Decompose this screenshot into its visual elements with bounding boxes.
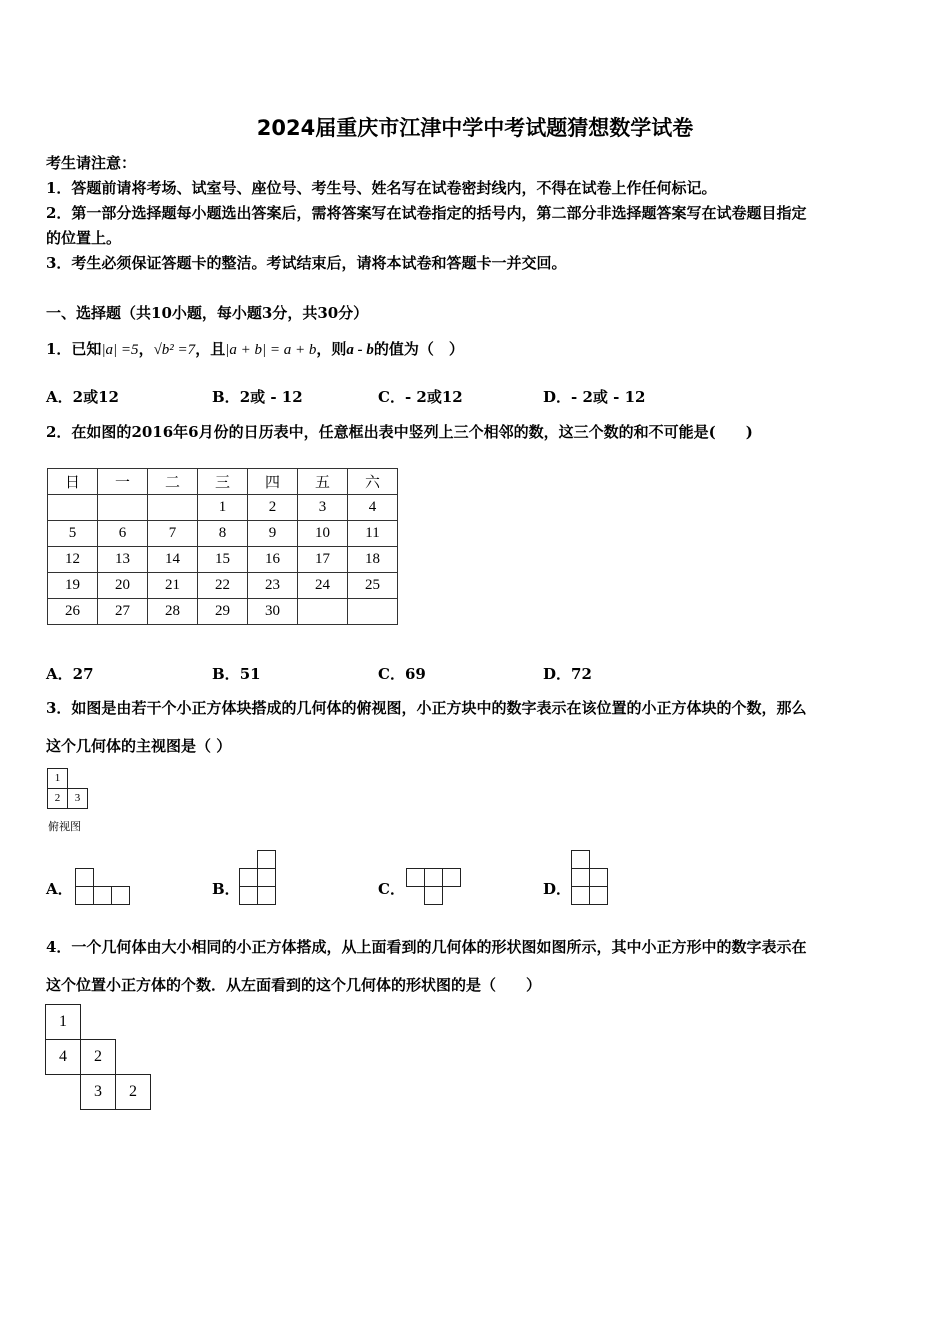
calendar-cell: 3 bbox=[298, 495, 348, 521]
calendar-cell: 11 bbox=[348, 521, 398, 547]
q1-sep2: ，且 bbox=[195, 340, 226, 358]
calendar-cell: 1 bbox=[198, 495, 248, 521]
calendar-header: 六 bbox=[348, 469, 398, 495]
question-3-line1: 3．如图是由若干个小正方体块搭成的几何体的俯视图，小正方块中的数字表示在该位置的小正方体块的个数，那么 bbox=[46, 699, 807, 717]
notice-item-2: 2．第一部分选择题每小题选出答案后，需将答案写在试卷指定的括号内，第二部分非选择题答案写在试卷题目指定 bbox=[46, 204, 807, 222]
calendar-cell: 15 bbox=[198, 547, 248, 573]
calendar-cell: 17 bbox=[298, 547, 348, 573]
q1-suffix: 的值为（ ） bbox=[373, 340, 464, 358]
top-view-caption: 俯视图 bbox=[48, 820, 81, 833]
notice-item-1: 1．答题前请将考场、试室号、座位号、考生号、姓名写在试卷密封线内，不得在试卷上作任何标记。 bbox=[46, 179, 717, 197]
q1-sep1: ， bbox=[138, 340, 154, 358]
calendar-cell: 23 bbox=[248, 573, 298, 599]
top-view-cell: 1 bbox=[47, 768, 68, 789]
q1-option-c[interactable]: C．- 2或12 bbox=[378, 388, 463, 406]
notice-header: 考生请注意： bbox=[46, 154, 137, 172]
page-title: 2024届重庆市江津中学中考试题猜想数学试卷 bbox=[256, 116, 694, 140]
q1-sqrt-b2: √b² =7 bbox=[153, 342, 196, 358]
q4-cell: 4 bbox=[45, 1039, 81, 1075]
q2-option-c[interactable]: C．69 bbox=[378, 665, 426, 683]
q3-option-b-label[interactable]: B． bbox=[212, 880, 240, 898]
calendar-cell: 30 bbox=[248, 599, 298, 625]
calendar-header: 日 bbox=[48, 469, 98, 495]
q3-option-c-label[interactable]: C． bbox=[378, 880, 405, 898]
calendar-cell: 9 bbox=[248, 521, 298, 547]
q1-abs-a: |a| =5 bbox=[101, 342, 139, 358]
calendar-header: 一 bbox=[98, 469, 148, 495]
q1-option-d[interactable]: D．- 2或 - 12 bbox=[543, 388, 646, 406]
calendar-header: 四 bbox=[248, 469, 298, 495]
calendar-cell: 25 bbox=[348, 573, 398, 599]
calendar-cell: 7 bbox=[148, 521, 198, 547]
q4-cell: 2 bbox=[115, 1074, 151, 1110]
q4-cell: 1 bbox=[45, 1004, 81, 1040]
calendar-row bbox=[48, 599, 398, 625]
calendar-row bbox=[48, 521, 398, 547]
calendar-row bbox=[48, 547, 398, 573]
calendar-cell: 20 bbox=[98, 573, 148, 599]
calendar-cell: 18 bbox=[348, 547, 398, 573]
calendar-cell: 4 bbox=[348, 495, 398, 521]
notice-item-3: 3．考生必须保证答题卡的整洁。考试结束后，请将本试卷和答题卡一并交回。 bbox=[46, 254, 567, 272]
question-1 bbox=[46, 338, 464, 359]
calendar-cell: 12 bbox=[48, 547, 98, 573]
calendar-cell bbox=[48, 495, 98, 521]
q1-prefix: 1．已知 bbox=[46, 340, 102, 358]
notice-item-2-cont: 的位置上。 bbox=[46, 229, 122, 247]
calendar-cell: 13 bbox=[98, 547, 148, 573]
question-2: 2．在如图的2016年6月份的日历表中，任意框出表中竖列上三个相邻的数，这三个数的和不可能是( ) bbox=[46, 423, 753, 441]
calendar-cell bbox=[148, 495, 198, 521]
calendar-cell: 10 bbox=[298, 521, 348, 547]
calendar-row bbox=[48, 495, 398, 521]
calendar-cell: 8 bbox=[198, 521, 248, 547]
question-4-line2: 这个位置小正方体的个数．从左面看到的这个几何体的形状图的是（ ） bbox=[46, 976, 542, 994]
q1-abs-ab: |a + b| = a + b bbox=[225, 342, 317, 358]
calendar-cell: 28 bbox=[148, 599, 198, 625]
calendar-cell: 22 bbox=[198, 573, 248, 599]
q3-option-a-label[interactable]: A． bbox=[46, 880, 73, 898]
question-3-line2: 这个几何体的主视图是（ ） bbox=[46, 737, 232, 755]
calendar-cell: 14 bbox=[148, 547, 198, 573]
q1-expr: a - b bbox=[346, 342, 374, 358]
calendar-cell: 24 bbox=[298, 573, 348, 599]
question-4-line1: 4．一个几何体由大小相同的小正方体搭成，从上面看到的几何体的形状图如图所示，其中小正方形中的数字表示在 bbox=[46, 938, 807, 956]
q2-option-a[interactable]: A．27 bbox=[46, 665, 94, 683]
calendar-cell: 2 bbox=[248, 495, 298, 521]
q4-cell: 3 bbox=[80, 1074, 116, 1110]
calendar-cell: 6 bbox=[98, 521, 148, 547]
top-view-cell: 3 bbox=[67, 788, 88, 809]
calendar-header: 三 bbox=[198, 469, 248, 495]
q1-option-b[interactable]: B．2或 - 12 bbox=[212, 388, 303, 406]
calendar-header: 二 bbox=[148, 469, 198, 495]
q1-sep3: ，则 bbox=[316, 340, 347, 358]
calendar-table bbox=[47, 468, 398, 625]
calendar-cell: 26 bbox=[48, 599, 98, 625]
q1-option-a[interactable]: A．2或12 bbox=[46, 388, 119, 406]
q2-option-b[interactable]: B．51 bbox=[212, 665, 261, 683]
top-view-cell: 2 bbox=[47, 788, 68, 809]
calendar-cell: 29 bbox=[198, 599, 248, 625]
calendar-cell: 5 bbox=[48, 521, 98, 547]
calendar-header: 五 bbox=[298, 469, 348, 495]
calendar-cell: 19 bbox=[48, 573, 98, 599]
q2-option-d[interactable]: D．72 bbox=[543, 665, 592, 683]
calendar-cell bbox=[98, 495, 148, 521]
calendar-cell: 27 bbox=[98, 599, 148, 625]
calendar-header-row bbox=[48, 469, 398, 495]
section-heading: 一、选择题（共10小题，每小题3分，共30分） bbox=[46, 304, 369, 322]
calendar-cell bbox=[348, 599, 398, 625]
calendar-cell bbox=[298, 599, 348, 625]
q4-cell: 2 bbox=[80, 1039, 116, 1075]
calendar-cell: 21 bbox=[148, 573, 198, 599]
calendar-row bbox=[48, 573, 398, 599]
calendar-cell: 16 bbox=[248, 547, 298, 573]
q3-option-d-label[interactable]: D． bbox=[543, 880, 572, 898]
